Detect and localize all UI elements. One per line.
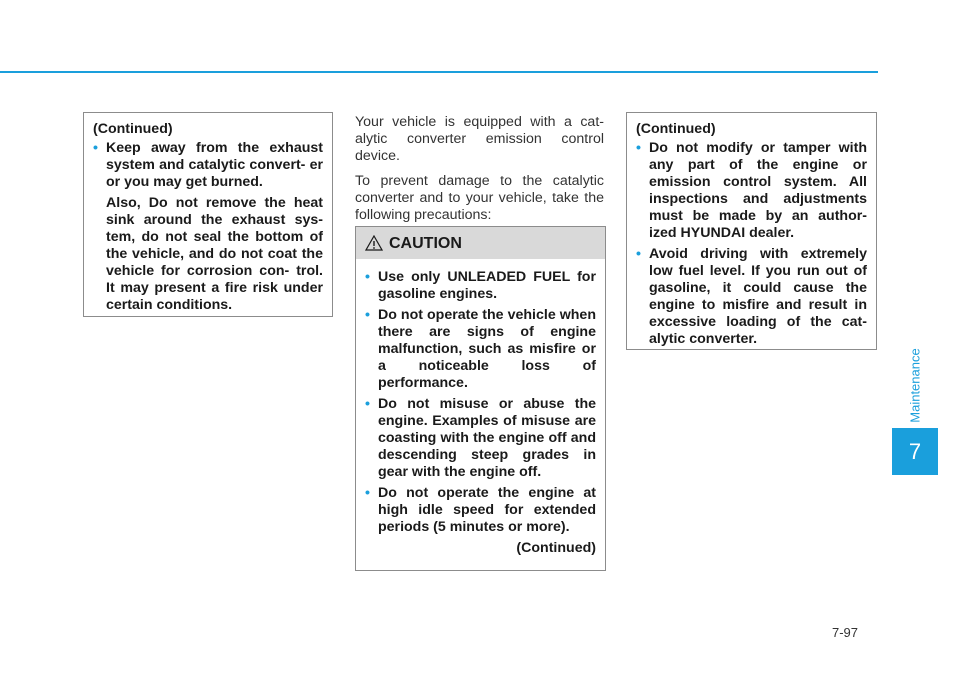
- warning-item: • Keep away from the exhaust system and catalytic convert- er or you may get burned.: [93, 140, 323, 191]
- continued-label: (Continued): [636, 121, 716, 137]
- caution-header: [356, 227, 605, 259]
- caution-item: • Do not operate the engine at high idle speed for extended periods (5 minutes or more).: [365, 485, 596, 536]
- chapter-tab: 7: [892, 428, 938, 475]
- section-label: Maintenance: [907, 347, 923, 423]
- header-rule: [0, 71, 878, 73]
- caution-continued-list: [636, 140, 867, 348]
- caution-continued-box-right: [626, 112, 877, 350]
- page-number: 7-97: [832, 625, 859, 640]
- caution-list: [365, 269, 596, 536]
- warning-triangle-icon: [365, 235, 383, 251]
- section-tab-label: [892, 340, 938, 430]
- body-text: [355, 114, 604, 232]
- warning-continued-box-left: [83, 112, 333, 317]
- warning-list: [93, 140, 323, 191]
- body-paragraph-1: Your vehicle is equipped with a cat- alytic converter emission control device.: [355, 114, 604, 164]
- caution-item: • Avoid driving with extremely low fuel level. If you run out of gasoline, it could cause the engine to misfire and result in excessive loading of the cat- alytic converter.: [636, 246, 867, 348]
- caution-body: [356, 259, 605, 557]
- caution-title: CAUTION: [389, 234, 462, 252]
- caution-box: [355, 226, 606, 571]
- body-paragraph-2: To prevent damage to the catalytic converter and to your vehicle, take the following precautions:: [355, 173, 604, 223]
- warning-paragraph: Also, Do not remove the heat sink around the exhaust sys- tem, do not seal the bottom of the vehicle, and do not coat the vehicle for corrosion con- trol. It may present a fire risk under certain conditions.: [106, 195, 323, 313]
- continued-label: (Continued): [516, 540, 596, 556]
- caution-item: • Do not modify or tamper with any part of the engine or emission control system. All inspections and adjustments must be made by an author- ized HYUNDAI dealer.: [636, 140, 867, 242]
- caution-item: • Use only UNLEADED FUEL for gasoline engines.: [365, 269, 596, 303]
- caution-item: • Do not operate the vehicle when there are signs of engine malfunction, such as misfire or a noticeable loss of performance.: [365, 307, 596, 392]
- continued-label: (Continued): [93, 121, 173, 137]
- caution-item: • Do not misuse or abuse the engine. Examples of misuse are coasting with the engine off and descending steep grades in gear with the engine off.: [365, 396, 596, 481]
